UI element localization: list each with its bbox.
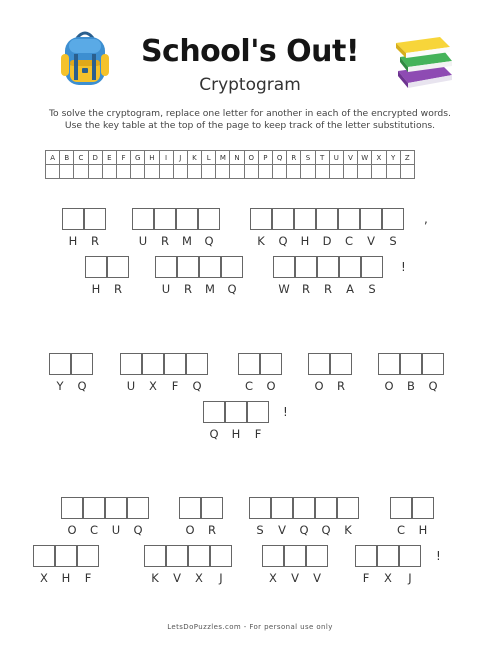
answer-box[interactable]: [55, 545, 77, 567]
answer-box[interactable]: [249, 497, 271, 519]
cipher-word: [85, 256, 129, 296]
answer-box[interactable]: [62, 208, 84, 230]
cipher-word: [249, 497, 359, 537]
key-letter-y: Y: [386, 151, 400, 165]
cipher-letter: Q: [192, 379, 202, 393]
cipher-letter: V: [367, 234, 375, 248]
answer-box[interactable]: [107, 256, 129, 278]
instructions: [40, 108, 460, 132]
letter-cell: [198, 208, 220, 248]
cipher-letter: K: [257, 234, 265, 248]
cipher-letter: H: [61, 571, 71, 585]
cipher-letter: C: [344, 234, 354, 248]
cipher-letter: H: [418, 523, 428, 537]
key-answer-x[interactable]: [372, 165, 386, 179]
cipher-word: [62, 208, 106, 248]
key-answer-z[interactable]: [400, 165, 414, 179]
letter-cell: [273, 256, 295, 296]
letter-cell: [316, 208, 338, 248]
answer-box[interactable]: [201, 497, 223, 519]
cipher-letter: F: [254, 427, 262, 441]
answer-box[interactable]: [378, 353, 400, 375]
key-letter-a: A: [46, 151, 60, 165]
cipher-letter: U: [161, 282, 171, 296]
answer-box[interactable]: [177, 256, 199, 278]
key-letter-t: T: [315, 151, 329, 165]
key-letter-e: E: [102, 151, 116, 165]
key-letter-n: N: [230, 151, 244, 165]
answer-box[interactable]: [61, 497, 83, 519]
cipher-word: [33, 545, 99, 585]
letter-cell: [330, 353, 352, 393]
key-answer-l[interactable]: [202, 165, 216, 179]
letter-cell: [249, 497, 271, 537]
cipher-word: [203, 401, 269, 441]
letter-cell: [176, 208, 198, 248]
letter-cell: [382, 208, 404, 248]
letter-cell: [260, 353, 282, 393]
letter-cell: [378, 353, 400, 393]
cipher-letter: O: [384, 379, 394, 393]
key-answer-c[interactable]: [74, 165, 88, 179]
letter-cell: [55, 545, 77, 585]
key-answer-s[interactable]: [301, 165, 315, 179]
key-letter-d: D: [88, 151, 102, 165]
cipher-letter: R: [184, 282, 192, 296]
cipher-letter: U: [138, 234, 148, 248]
answer-box[interactable]: [306, 545, 328, 567]
answer-box[interactable]: [84, 208, 106, 230]
key-answer-f[interactable]: [116, 165, 130, 179]
letter-cell: [315, 497, 337, 537]
cipher-word: [390, 497, 434, 537]
cipher-letter: R: [161, 234, 169, 248]
letter-cell: [132, 208, 154, 248]
cipher-word: [49, 353, 93, 393]
letter-cell: [225, 401, 247, 441]
answer-box[interactable]: [295, 256, 317, 278]
answer-box[interactable]: [422, 353, 444, 375]
letter-cell: [33, 545, 55, 585]
key-letter-r: R: [287, 151, 301, 165]
answer-box[interactable]: [271, 497, 293, 519]
punctuation: !: [283, 405, 288, 419]
answer-box[interactable]: [127, 497, 149, 519]
cipher-letter: M: [205, 282, 215, 296]
letter-cell: [188, 545, 210, 585]
key-answer-k[interactable]: [187, 165, 201, 179]
letter-cell: [262, 545, 284, 585]
cipher-letter: C: [244, 379, 254, 393]
cipher-letter: Y: [56, 379, 64, 393]
cipher-letter: Q: [428, 379, 438, 393]
key-letter-k: K: [187, 151, 201, 165]
cipher-letter: X: [149, 379, 157, 393]
key-letter-g: G: [131, 151, 145, 165]
key-answer-n[interactable]: [230, 165, 244, 179]
letter-cell: [62, 208, 84, 248]
key-letter-q: Q: [273, 151, 287, 165]
cipher-letter: A: [346, 282, 354, 296]
answer-box[interactable]: [382, 208, 404, 230]
letter-cell: [203, 401, 225, 441]
cipher-letter: O: [185, 523, 195, 537]
letter-cell: [221, 256, 243, 296]
cipher-letter: H: [231, 427, 241, 441]
cipher-letter: K: [344, 523, 352, 537]
cipher-letter: B: [407, 379, 415, 393]
answer-box[interactable]: [284, 545, 306, 567]
answer-box[interactable]: [225, 401, 247, 423]
cipher-letter: F: [84, 571, 92, 585]
cipher-letter: H: [68, 234, 78, 248]
cipher-letter: K: [151, 571, 159, 585]
key-answer-row: [46, 165, 415, 179]
cipher-letter: R: [337, 379, 345, 393]
key-letter-u: U: [329, 151, 343, 165]
answer-box[interactable]: [199, 256, 221, 278]
letter-cell: [338, 208, 360, 248]
letter-cell: [49, 353, 71, 393]
letter-cell: [127, 497, 149, 537]
key-answer-a[interactable]: [46, 165, 60, 179]
answer-box[interactable]: [176, 208, 198, 230]
punctuation: !: [401, 260, 406, 274]
instruction-line-2: Use the key table at the top of the page to keep track of the letter substitutions.: [64, 120, 436, 131]
letter-cell: [199, 256, 221, 296]
cipher-letter: X: [40, 571, 48, 585]
cipher-letter: O: [266, 379, 276, 393]
key-letter-l: L: [202, 151, 216, 165]
answer-box[interactable]: [186, 353, 208, 375]
key-letter-c: C: [74, 151, 88, 165]
cipher-word: [262, 545, 328, 585]
letter-cell: [120, 353, 142, 393]
cipher-letter: O: [67, 523, 77, 537]
cipher-word: [378, 353, 444, 393]
letter-cell: [179, 497, 201, 537]
cipher-word: [155, 256, 243, 296]
letter-cell: [284, 545, 306, 585]
letter-cell: [294, 208, 316, 248]
punctuation: !: [436, 549, 441, 563]
answer-box[interactable]: [400, 353, 422, 375]
cipher-letter: Q: [299, 523, 309, 537]
answer-box[interactable]: [71, 353, 93, 375]
letter-cell: [306, 545, 328, 585]
key-letter-p: P: [258, 151, 272, 165]
answer-box[interactable]: [355, 545, 377, 567]
letter-cell: [360, 208, 382, 248]
key-answer-w[interactable]: [358, 165, 372, 179]
answer-box[interactable]: [337, 497, 359, 519]
cipher-letter: H: [91, 282, 101, 296]
letter-cell: [84, 208, 106, 248]
letter-cell: [272, 208, 294, 248]
key-letter-s: S: [301, 151, 315, 165]
key-answer-g[interactable]: [131, 165, 145, 179]
letter-cell: [422, 353, 444, 393]
letter-cell: [295, 256, 317, 296]
letter-cell: [164, 353, 186, 393]
letter-cell: [238, 353, 260, 393]
cipher-letter: D: [322, 234, 332, 248]
letter-cell: [71, 353, 93, 393]
answer-box[interactable]: [83, 497, 105, 519]
answer-box[interactable]: [203, 401, 225, 423]
answer-box[interactable]: [105, 497, 127, 519]
letter-cell: [85, 256, 107, 296]
letter-cell: [166, 545, 188, 585]
answer-box[interactable]: [188, 545, 210, 567]
page-title: School's Out!: [140, 34, 360, 69]
cipher-letter: U: [126, 379, 136, 393]
answer-box[interactable]: [155, 256, 177, 278]
letter-cell: [77, 545, 99, 585]
letter-cell: [377, 545, 399, 585]
answer-box[interactable]: [198, 208, 220, 230]
cipher-letter: H: [300, 234, 310, 248]
letter-cell: [105, 497, 127, 537]
key-answer-d[interactable]: [88, 165, 102, 179]
cipher-letter: S: [368, 282, 376, 296]
key-letter-j: J: [173, 151, 187, 165]
answer-box[interactable]: [272, 208, 294, 230]
letter-cell: [337, 497, 359, 537]
answer-box[interactable]: [132, 208, 154, 230]
key-answer-q[interactable]: [273, 165, 287, 179]
cipher-letter: Q: [77, 379, 87, 393]
cipher-word: [61, 497, 149, 537]
cipher-word: [179, 497, 223, 537]
cipher-word: [308, 353, 352, 393]
letter-cell: [317, 256, 339, 296]
answer-box[interactable]: [390, 497, 412, 519]
letter-cell: [210, 545, 232, 585]
answer-box[interactable]: [250, 208, 272, 230]
cipher-letter: R: [302, 282, 310, 296]
key-letter-w: W: [358, 151, 372, 165]
cipher-letter: C: [89, 523, 99, 537]
answer-box[interactable]: [142, 353, 164, 375]
cipher-letter: F: [171, 379, 179, 393]
key-letter-row: [46, 151, 415, 165]
answer-box[interactable]: [85, 256, 107, 278]
letter-cell: [142, 353, 164, 393]
cipher-letter: Q: [209, 427, 219, 441]
cipher-letter: S: [389, 234, 397, 248]
cipher-letter: R: [208, 523, 216, 537]
letter-cell: [400, 353, 422, 393]
letter-cell: [355, 545, 377, 585]
cipher-word: [238, 353, 282, 393]
key-answer-m[interactable]: [216, 165, 230, 179]
answer-box[interactable]: [238, 353, 260, 375]
cipher-word: [132, 208, 220, 248]
cipher-letter: X: [195, 571, 203, 585]
answer-box[interactable]: [317, 256, 339, 278]
letter-cell: [412, 497, 434, 537]
answer-box[interactable]: [164, 353, 186, 375]
key-answer-o[interactable]: [244, 165, 258, 179]
answer-box[interactable]: [144, 545, 166, 567]
cipher-letter: V: [278, 523, 286, 537]
letter-cell: [308, 353, 330, 393]
letter-cell: [61, 497, 83, 537]
key-answer-e[interactable]: [102, 165, 116, 179]
letter-cell: [186, 353, 208, 393]
letter-cell: [339, 256, 361, 296]
key-letter-o: O: [244, 151, 258, 165]
cipher-letter: F: [362, 571, 370, 585]
key-answer-i[interactable]: [159, 165, 173, 179]
cipher-letter: U: [111, 523, 121, 537]
answer-box[interactable]: [179, 497, 201, 519]
cipher-letter: V: [173, 571, 181, 585]
cipher-letter: W: [278, 282, 290, 296]
answer-box[interactable]: [260, 353, 282, 375]
letter-cell: [177, 256, 199, 296]
key-letter-h: H: [145, 151, 159, 165]
key-letter-b: B: [60, 151, 74, 165]
letter-cell: [201, 497, 223, 537]
cipher-letter: R: [91, 234, 99, 248]
answer-box[interactable]: [330, 353, 352, 375]
key-answer-h[interactable]: [145, 165, 159, 179]
cipher-letter: R: [114, 282, 122, 296]
cipher-word: [355, 545, 421, 585]
answer-box[interactable]: [294, 208, 316, 230]
answer-box[interactable]: [293, 497, 315, 519]
key-answer-j[interactable]: [173, 165, 187, 179]
cipher-letter: Q: [204, 234, 214, 248]
footer: LetsDoPuzzles.com - For personal use only: [167, 623, 333, 631]
answer-box[interactable]: [338, 208, 360, 230]
letter-cell: [361, 256, 383, 296]
answer-box[interactable]: [49, 353, 71, 375]
instruction-line-1: To solve the cryptogram, replace one letter for another in each of the encrypted words.: [49, 108, 451, 119]
cipher-letter: O: [314, 379, 324, 393]
cipher-letter: V: [291, 571, 299, 585]
answer-box[interactable]: [361, 256, 383, 278]
answer-box[interactable]: [247, 401, 269, 423]
page-subtitle: Cryptogram: [199, 75, 301, 95]
letter-cell: [390, 497, 412, 537]
answer-box[interactable]: [308, 353, 330, 375]
cipher-letter: X: [269, 571, 277, 585]
punctuation: ,: [424, 212, 428, 226]
letter-cell: [154, 208, 176, 248]
cipher-letter: C: [396, 523, 406, 537]
answer-box[interactable]: [210, 545, 232, 567]
answer-box[interactable]: [339, 256, 361, 278]
letter-cell: [293, 497, 315, 537]
letter-cell: [250, 208, 272, 248]
cipher-letter: Q: [133, 523, 143, 537]
answer-box[interactable]: [412, 497, 434, 519]
key-answer-b[interactable]: [60, 165, 74, 179]
cipher-letter: M: [182, 234, 192, 248]
answer-box[interactable]: [273, 256, 295, 278]
cipher-word: [120, 353, 208, 393]
answer-box[interactable]: [360, 208, 382, 230]
answer-box[interactable]: [221, 256, 243, 278]
answer-box[interactable]: [120, 353, 142, 375]
answer-box[interactable]: [33, 545, 55, 567]
cipher-letter: S: [256, 523, 264, 537]
answer-box[interactable]: [166, 545, 188, 567]
answer-box[interactable]: [154, 208, 176, 230]
key-letter-m: M: [216, 151, 230, 165]
cipher-letter: R: [324, 282, 332, 296]
cipher-letter: J: [219, 571, 223, 585]
key-letter-z: Z: [400, 151, 414, 165]
key-letter-i: I: [159, 151, 173, 165]
cipher-word: [250, 208, 404, 248]
cipher-letter: Q: [321, 523, 331, 537]
letter-cell: [247, 401, 269, 441]
cipher-word: [273, 256, 383, 296]
key-letter-v: V: [343, 151, 357, 165]
letter-cell: [107, 256, 129, 296]
answer-box[interactable]: [316, 208, 338, 230]
key-letter-x: X: [372, 151, 386, 165]
cipher-word: [144, 545, 232, 585]
answer-box[interactable]: [77, 545, 99, 567]
letter-cell: [399, 545, 421, 585]
key-table: [45, 150, 415, 179]
answer-box[interactable]: [377, 545, 399, 567]
key-answer-t[interactable]: [315, 165, 329, 179]
answer-box[interactable]: [262, 545, 284, 567]
key-answer-y[interactable]: [386, 165, 400, 179]
key-letter-f: F: [116, 151, 130, 165]
cipher-letter: V: [313, 571, 321, 585]
answer-box[interactable]: [399, 545, 421, 567]
cipher-letter: Q: [227, 282, 237, 296]
cipher-letter: J: [408, 571, 412, 585]
letter-cell: [155, 256, 177, 296]
key-answer-v[interactable]: [343, 165, 357, 179]
letter-cell: [83, 497, 105, 537]
key-answer-r[interactable]: [287, 165, 301, 179]
letter-cell: [144, 545, 166, 585]
cipher-letter: Q: [278, 234, 288, 248]
key-answer-p[interactable]: [258, 165, 272, 179]
cipher-letter: X: [384, 571, 392, 585]
letter-cell: [271, 497, 293, 537]
answer-box[interactable]: [315, 497, 337, 519]
key-answer-u[interactable]: [329, 165, 343, 179]
